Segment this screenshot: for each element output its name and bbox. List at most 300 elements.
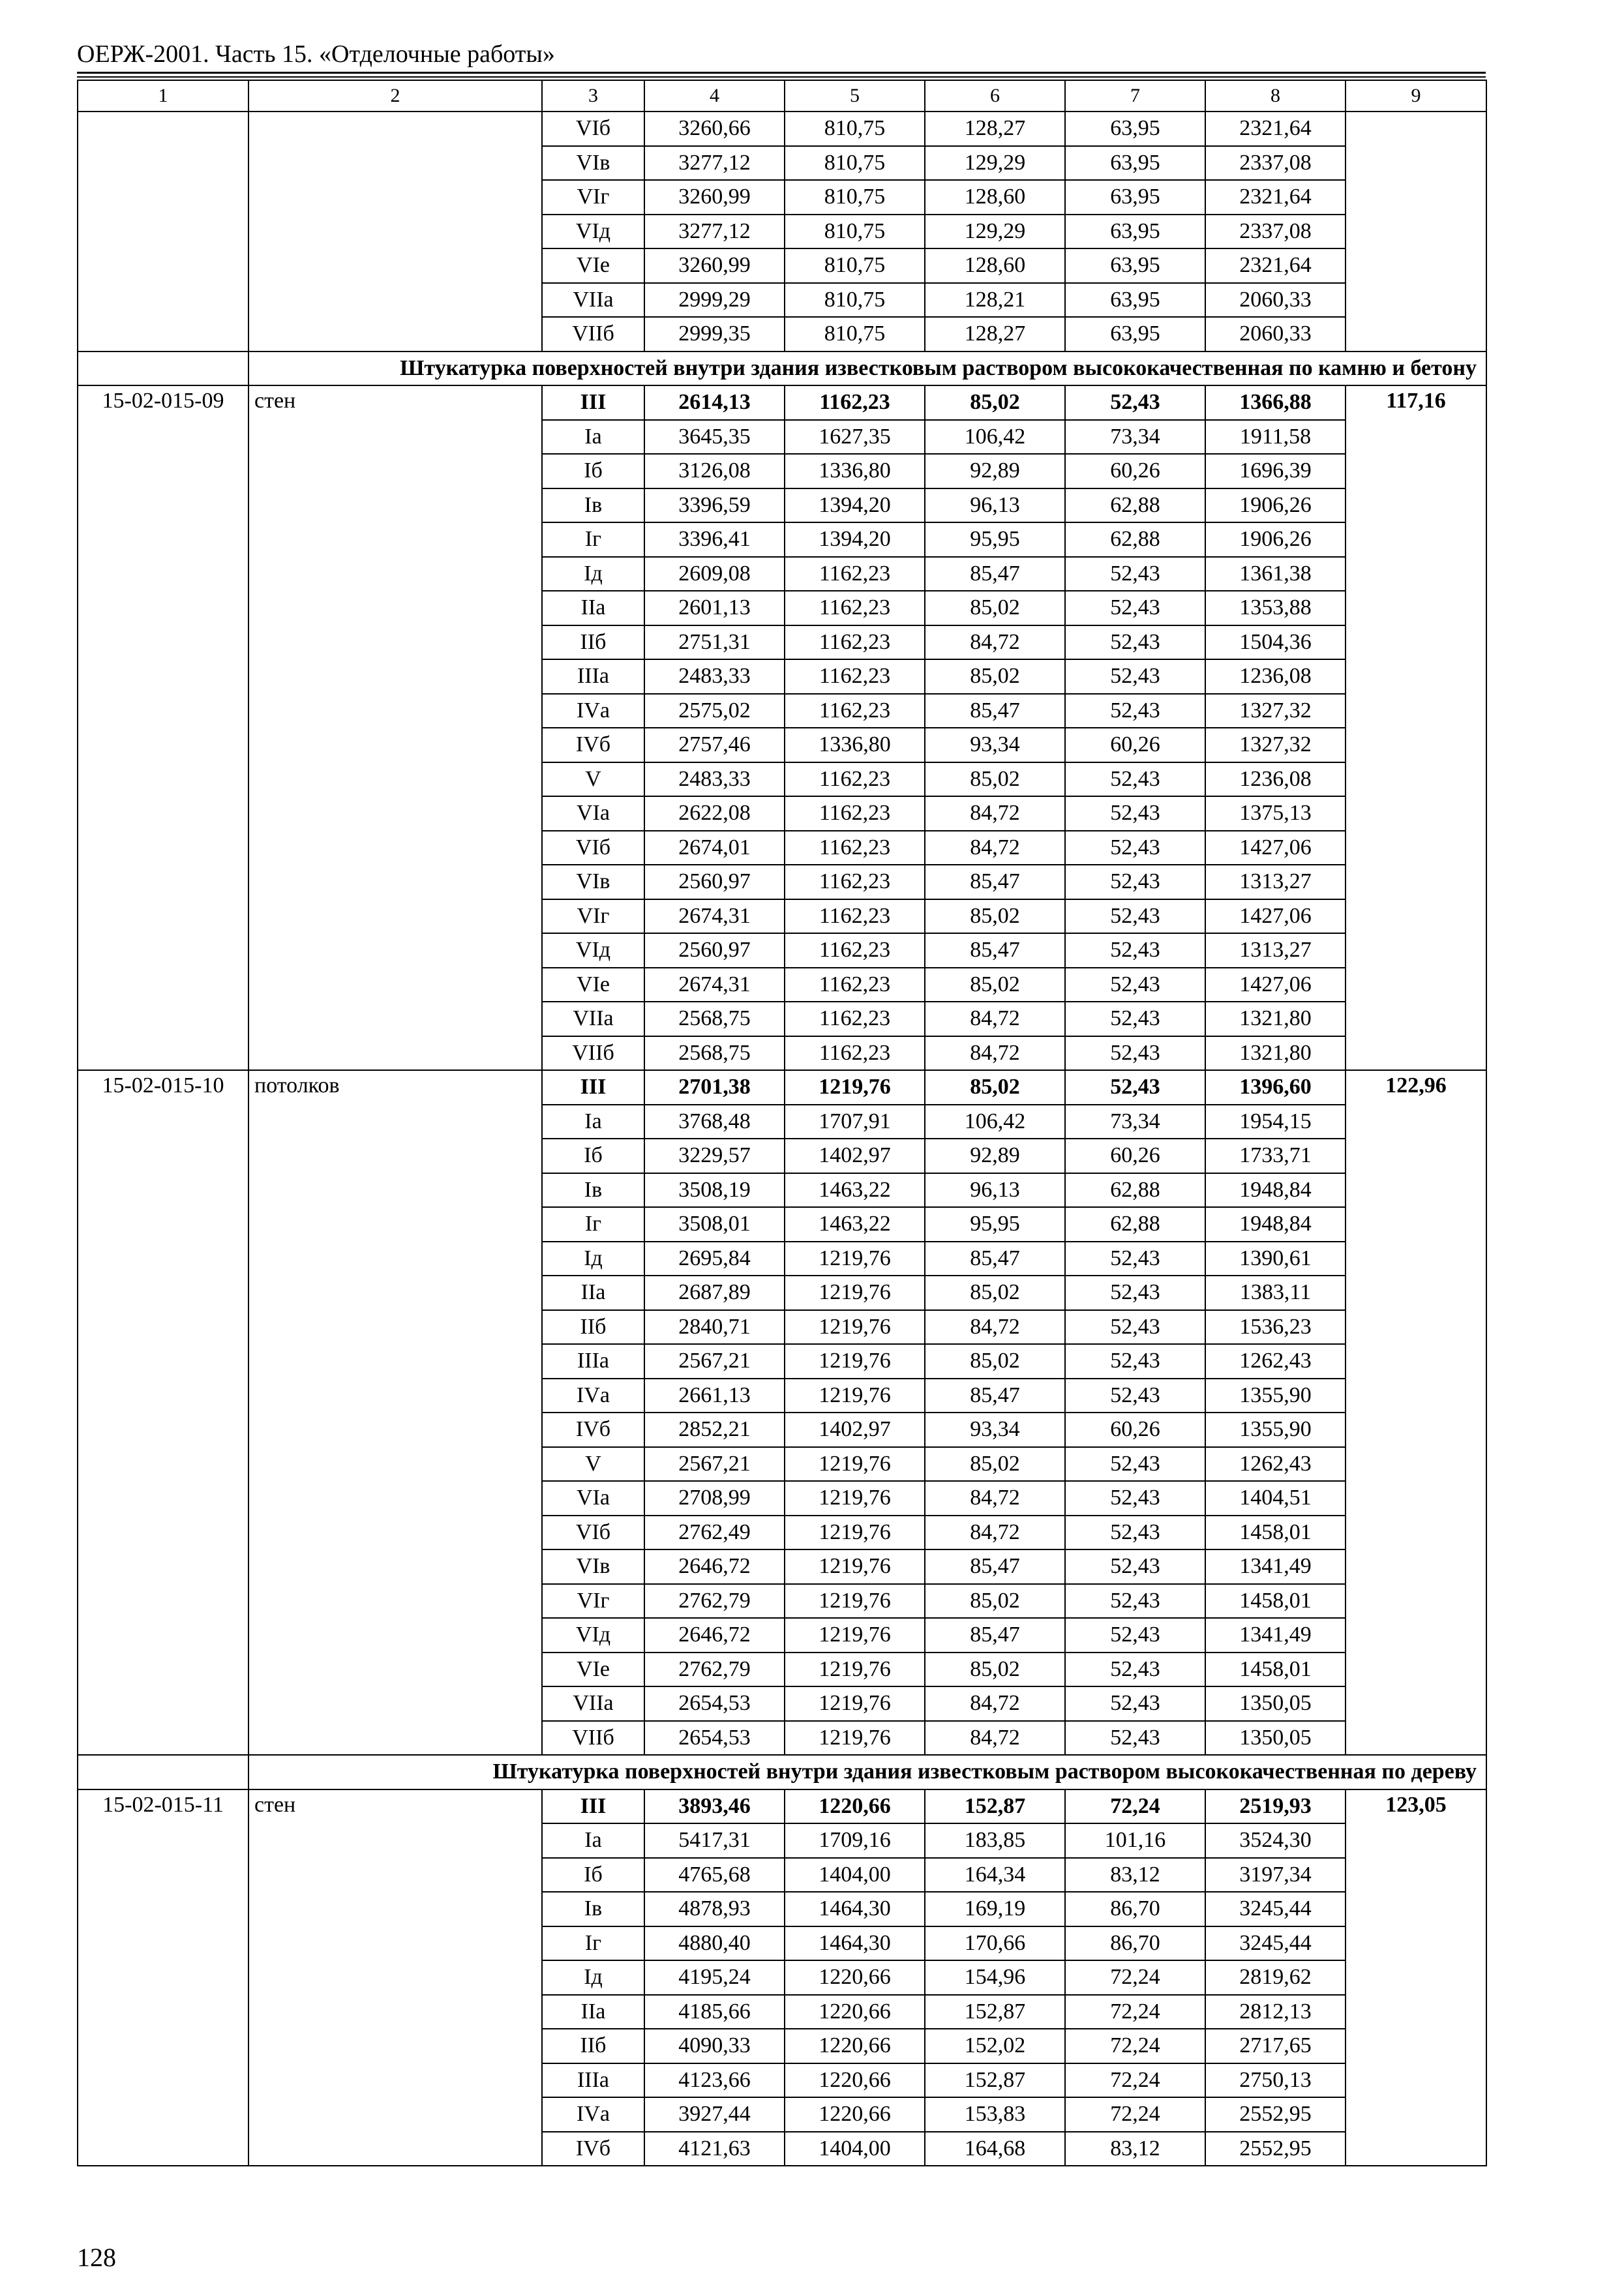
value-cell: 128,27 [925, 317, 1065, 352]
value-cell: 1219,76 [785, 1447, 925, 1482]
value-cell: 2321,64 [1205, 180, 1346, 215]
value-cell: 1733,71 [1205, 1139, 1346, 1173]
value-cell: 85,47 [925, 1242, 1065, 1276]
value-cell: 128,27 [925, 112, 1065, 146]
value-cell: 62,88 [1065, 1207, 1205, 1242]
value-cell: 62,88 [1065, 522, 1205, 557]
value-cell: 52,43 [1065, 899, 1205, 934]
value-cell: 1696,39 [1205, 454, 1346, 488]
value-cell: 2567,21 [644, 1447, 785, 1482]
value-cell: 72,24 [1065, 2029, 1205, 2063]
value-cell: 1219,76 [785, 1584, 925, 1619]
value-cell: 2321,64 [1205, 248, 1346, 283]
value-cell: 84,72 [925, 1036, 1065, 1071]
zone-cell: VIIа [542, 1002, 644, 1036]
value-cell: 52,43 [1065, 385, 1205, 420]
value-cell: 164,34 [925, 1858, 1065, 1893]
zone-cell: VIа [542, 796, 644, 831]
value-cell: 72,24 [1065, 2097, 1205, 2132]
value-cell: 1390,61 [1205, 1242, 1346, 1276]
value-cell: 2762,79 [644, 1653, 785, 1687]
value-cell: 1219,76 [785, 1276, 925, 1310]
zone-cell: III [542, 1789, 644, 1824]
section-empty-cell [78, 352, 248, 386]
value-cell: 1402,97 [785, 1139, 925, 1173]
value-cell: 63,95 [1065, 112, 1205, 146]
value-cell: 84,72 [925, 831, 1065, 865]
value-cell: 1402,97 [785, 1413, 925, 1447]
value-cell: 3245,44 [1205, 1926, 1346, 1961]
rate-code-cell: 15-02-015-10 [78, 1070, 248, 1755]
value-cell: 3396,59 [644, 488, 785, 523]
value-cell: 1536,23 [1205, 1310, 1346, 1345]
value-cell: 2060,33 [1205, 317, 1346, 352]
value-cell: 1162,23 [785, 968, 925, 1002]
work-name-cell: стен [248, 1789, 542, 2166]
value-cell: 154,96 [925, 1960, 1065, 1995]
value-cell: 85,47 [925, 1618, 1065, 1653]
value-cell: 60,26 [1065, 1413, 1205, 1447]
value-cell: 84,72 [925, 1721, 1065, 1756]
value-cell: 85,02 [925, 968, 1065, 1002]
value-cell: 183,85 [925, 1823, 1065, 1858]
value-cell: 2819,62 [1205, 1960, 1346, 1995]
value-cell: 1220,66 [785, 1789, 925, 1824]
value-cell: 73,34 [1065, 1105, 1205, 1139]
value-cell: 2999,29 [644, 283, 785, 318]
value-cell: 1948,84 [1205, 1207, 1346, 1242]
value-cell: 3229,57 [644, 1139, 785, 1173]
value-cell: 52,43 [1065, 1584, 1205, 1619]
value-cell: 52,43 [1065, 1721, 1205, 1756]
table-row [78, 112, 1486, 146]
value-cell: 810,75 [785, 112, 925, 146]
value-cell: 1220,66 [785, 2063, 925, 2098]
value-cell: 1219,76 [785, 1070, 925, 1105]
table-row [78, 1070, 1486, 1105]
value-cell: 128,60 [925, 248, 1065, 283]
value-cell: 52,43 [1065, 1516, 1205, 1550]
value-cell: 60,26 [1065, 1139, 1205, 1173]
value-cell: 52,43 [1065, 1653, 1205, 1687]
zone-cell: IVб [542, 1413, 644, 1447]
value-cell: 85,02 [925, 659, 1065, 694]
column-number-cell: 7 [1065, 80, 1205, 112]
value-cell: 3508,19 [644, 1173, 785, 1208]
zone-cell: Iв [542, 488, 644, 523]
value-cell: 95,95 [925, 1207, 1065, 1242]
value-cell: 85,02 [925, 591, 1065, 625]
value-cell: 2654,53 [644, 1686, 785, 1721]
value-cell: 2609,08 [644, 557, 785, 591]
value-cell: 85,47 [925, 1549, 1065, 1584]
zone-cell: Iг [542, 1926, 644, 1961]
value-cell: 1355,90 [1205, 1379, 1346, 1413]
value-cell: 85,02 [925, 1584, 1065, 1619]
value-cell: 2601,13 [644, 591, 785, 625]
section-empty-cell [78, 1755, 248, 1789]
value-cell: 84,72 [925, 1481, 1065, 1516]
value-cell: 3768,48 [644, 1105, 785, 1139]
value-cell: 85,47 [925, 933, 1065, 968]
zone-cell: Iг [542, 1207, 644, 1242]
value-cell: 1219,76 [785, 1549, 925, 1584]
value-cell: 60,26 [1065, 454, 1205, 488]
section-title: Штукатурка поверхностей внутри здания известковым раствором высококачественная по камню и бетону [248, 352, 1486, 386]
value-cell: 1404,00 [785, 2132, 925, 2166]
column-number-cell: 1 [78, 80, 248, 112]
zone-cell: IIб [542, 2029, 644, 2063]
zone-cell: V [542, 762, 644, 797]
value-cell: 72,24 [1065, 2063, 1205, 2098]
value-cell: 1220,66 [785, 2029, 925, 2063]
value-cell: 84,72 [925, 796, 1065, 831]
value-cell: 2840,71 [644, 1310, 785, 1345]
value-cell: 52,43 [1065, 1618, 1205, 1653]
value-cell: 152,02 [925, 2029, 1065, 2063]
value-cell: 93,34 [925, 1413, 1065, 1447]
labor-cost-cell: 122,96 [1346, 1070, 1486, 1755]
value-cell: 810,75 [785, 283, 925, 318]
value-cell: 1458,01 [1205, 1516, 1346, 1550]
value-cell: 85,02 [925, 762, 1065, 797]
value-cell: 153,83 [925, 2097, 1065, 2132]
value-cell: 1361,38 [1205, 557, 1346, 591]
value-cell: 810,75 [785, 215, 925, 249]
zone-cell: III [542, 1070, 644, 1105]
value-cell: 52,43 [1065, 933, 1205, 968]
value-cell: 1219,76 [785, 1516, 925, 1550]
value-cell: 3260,99 [644, 248, 785, 283]
value-cell: 2701,38 [644, 1070, 785, 1105]
rate-code-cell: 15-02-015-09 [78, 385, 248, 1070]
zone-cell: Iд [542, 1960, 644, 1995]
zone-cell: VIг [542, 180, 644, 215]
value-cell: 152,87 [925, 1995, 1065, 2029]
zone-cell: IVа [542, 1379, 644, 1413]
column-number-cell: 3 [542, 80, 644, 112]
zone-cell: Iд [542, 1242, 644, 1276]
zone-cell: VIб [542, 1516, 644, 1550]
value-cell: 3893,46 [644, 1789, 785, 1824]
value-cell: 3126,08 [644, 454, 785, 488]
value-cell: 3245,44 [1205, 1892, 1346, 1926]
value-cell: 63,95 [1065, 215, 1205, 249]
zone-cell: IVа [542, 2097, 644, 2132]
value-cell: 3645,35 [644, 420, 785, 455]
value-cell: 810,75 [785, 146, 925, 181]
value-cell: 128,21 [925, 283, 1065, 318]
value-cell: 63,95 [1065, 248, 1205, 283]
value-cell: 1464,30 [785, 1892, 925, 1926]
value-cell: 2674,31 [644, 968, 785, 1002]
value-cell: 84,72 [925, 1516, 1065, 1550]
zone-cell: Iд [542, 557, 644, 591]
value-cell: 62,88 [1065, 488, 1205, 523]
value-cell: 4880,40 [644, 1926, 785, 1961]
value-cell: 1219,76 [785, 1618, 925, 1653]
value-cell: 62,88 [1065, 1173, 1205, 1208]
value-cell: 52,43 [1065, 1549, 1205, 1584]
zone-cell: VIIб [542, 1036, 644, 1071]
value-cell: 1162,23 [785, 694, 925, 728]
value-cell: 1162,23 [785, 1036, 925, 1071]
labor-cost-cell: 123,05 [1346, 1789, 1486, 2166]
value-cell: 2708,99 [644, 1481, 785, 1516]
value-cell: 129,29 [925, 215, 1065, 249]
value-cell: 86,70 [1065, 1892, 1205, 1926]
zone-cell: Iв [542, 1173, 644, 1208]
table-row [78, 385, 1486, 420]
value-cell: 85,02 [925, 1344, 1065, 1379]
value-cell: 1350,05 [1205, 1686, 1346, 1721]
value-cell: 2622,08 [644, 796, 785, 831]
value-cell: 93,34 [925, 728, 1065, 762]
zone-cell: IIб [542, 1310, 644, 1345]
work-name-cell: потолков [248, 1070, 542, 1755]
zone-cell: VIд [542, 215, 644, 249]
value-cell: 52,43 [1065, 659, 1205, 694]
value-cell: 2646,72 [644, 1618, 785, 1653]
value-cell: 170,66 [925, 1926, 1065, 1961]
value-cell: 92,89 [925, 1139, 1065, 1173]
value-cell: 1219,76 [785, 1379, 925, 1413]
value-cell: 3396,41 [644, 522, 785, 557]
value-cell: 2483,33 [644, 762, 785, 797]
value-cell: 92,89 [925, 454, 1065, 488]
value-cell: 96,13 [925, 1173, 1065, 1208]
value-cell: 2337,08 [1205, 146, 1346, 181]
value-cell: 1327,32 [1205, 728, 1346, 762]
value-cell: 1220,66 [785, 1995, 925, 2029]
zone-cell: VIIб [542, 1721, 644, 1756]
zone-cell: VIг [542, 1584, 644, 1619]
zone-cell: VIг [542, 899, 644, 934]
value-cell: 164,68 [925, 2132, 1065, 2166]
value-cell: 84,72 [925, 1310, 1065, 1345]
value-cell: 1321,80 [1205, 1002, 1346, 1036]
zone-cell: VIб [542, 112, 644, 146]
value-cell: 52,43 [1065, 1344, 1205, 1379]
zone-cell: IIIа [542, 2063, 644, 2098]
value-cell: 2674,31 [644, 899, 785, 934]
value-cell: 52,43 [1065, 557, 1205, 591]
value-cell: 60,26 [1065, 728, 1205, 762]
value-cell: 1219,76 [785, 1653, 925, 1687]
column-number-cell: 4 [644, 80, 785, 112]
value-cell: 2575,02 [644, 694, 785, 728]
value-cell: 85,47 [925, 694, 1065, 728]
value-cell: 1394,20 [785, 522, 925, 557]
value-cell: 52,43 [1065, 1379, 1205, 1413]
value-cell: 1236,08 [1205, 762, 1346, 797]
value-cell: 1220,66 [785, 2097, 925, 2132]
value-cell: 52,43 [1065, 1686, 1205, 1721]
page-number: 128 [77, 2243, 116, 2272]
zone-cell: Iа [542, 1105, 644, 1139]
header-rule-thin [77, 76, 1486, 78]
value-cell: 810,75 [785, 180, 925, 215]
value-cell: 1427,06 [1205, 831, 1346, 865]
value-cell: 1336,80 [785, 728, 925, 762]
value-cell: 101,16 [1065, 1823, 1205, 1858]
value-cell: 1375,13 [1205, 796, 1346, 831]
value-cell: 1707,91 [785, 1105, 925, 1139]
zone-cell: Iб [542, 1858, 644, 1893]
value-cell: 3277,12 [644, 146, 785, 181]
zone-cell: VIIа [542, 283, 644, 318]
value-cell: 52,43 [1065, 831, 1205, 865]
zone-cell: VIа [542, 1481, 644, 1516]
value-cell: 85,02 [925, 899, 1065, 934]
value-cell: 1219,76 [785, 1721, 925, 1756]
value-cell: 1162,23 [785, 865, 925, 899]
value-cell: 2751,31 [644, 625, 785, 660]
value-cell: 1427,06 [1205, 899, 1346, 934]
value-cell: 1162,23 [785, 831, 925, 865]
zone-cell: V [542, 1447, 644, 1482]
zone-cell: Iв [542, 1892, 644, 1926]
value-cell: 3927,44 [644, 2097, 785, 2132]
zone-cell: VIв [542, 146, 644, 181]
value-cell: 1458,01 [1205, 1584, 1346, 1619]
value-cell: 3260,99 [644, 180, 785, 215]
value-cell: 52,43 [1065, 1481, 1205, 1516]
value-cell: 2567,21 [644, 1344, 785, 1379]
value-cell: 63,95 [1065, 180, 1205, 215]
value-cell: 1313,27 [1205, 933, 1346, 968]
value-cell: 2519,93 [1205, 1789, 1346, 1824]
value-cell: 1404,51 [1205, 1481, 1346, 1516]
section-row [78, 352, 1486, 386]
value-cell: 1313,27 [1205, 865, 1346, 899]
value-cell: 52,43 [1065, 1002, 1205, 1036]
value-cell: 85,02 [925, 1276, 1065, 1310]
value-cell: 1162,23 [785, 591, 925, 625]
value-cell: 52,43 [1065, 694, 1205, 728]
zone-cell: VIе [542, 1653, 644, 1687]
value-cell: 52,43 [1065, 865, 1205, 899]
zone-cell: IVа [542, 694, 644, 728]
zone-cell: Iг [542, 522, 644, 557]
work-name-cell: стен [248, 385, 542, 1070]
column-number-cell: 9 [1346, 80, 1486, 112]
document-header: ОЕРЖ-2001. Часть 15. «Отделочные работы» [77, 40, 555, 68]
value-cell: 1954,15 [1205, 1105, 1346, 1139]
value-cell: 2614,13 [644, 385, 785, 420]
zone-cell: Iб [542, 454, 644, 488]
value-cell: 1162,23 [785, 659, 925, 694]
value-cell: 1355,90 [1205, 1413, 1346, 1447]
value-cell: 1219,76 [785, 1344, 925, 1379]
work-name-cell [248, 112, 542, 352]
value-cell: 1162,23 [785, 796, 925, 831]
value-cell: 1911,58 [1205, 420, 1346, 455]
value-cell: 1709,16 [785, 1823, 925, 1858]
value-cell: 3277,12 [644, 215, 785, 249]
value-cell: 2552,95 [1205, 2132, 1346, 2166]
value-cell: 85,02 [925, 1070, 1065, 1105]
value-cell: 152,87 [925, 1789, 1065, 1824]
value-cell: 1427,06 [1205, 968, 1346, 1002]
column-number-cell: 6 [925, 80, 1065, 112]
value-cell: 2483,33 [644, 659, 785, 694]
value-cell: 129,29 [925, 146, 1065, 181]
value-cell: 85,02 [925, 385, 1065, 420]
value-cell: 106,42 [925, 420, 1065, 455]
value-cell: 83,12 [1065, 1858, 1205, 1893]
value-cell: 2568,75 [644, 1002, 785, 1036]
value-cell: 1219,76 [785, 1310, 925, 1345]
value-cell: 2060,33 [1205, 283, 1346, 318]
value-cell: 96,13 [925, 488, 1065, 523]
zone-cell: IIа [542, 1276, 644, 1310]
value-cell: 1162,23 [785, 933, 925, 968]
value-cell: 1464,30 [785, 1926, 925, 1961]
value-cell: 52,43 [1065, 1276, 1205, 1310]
value-cell: 72,24 [1065, 1995, 1205, 2029]
value-cell: 1262,43 [1205, 1447, 1346, 1482]
value-cell: 1458,01 [1205, 1653, 1346, 1687]
value-cell: 3524,30 [1205, 1823, 1346, 1858]
value-cell: 1219,76 [785, 1481, 925, 1516]
value-cell: 3508,01 [644, 1207, 785, 1242]
value-cell: 63,95 [1065, 317, 1205, 352]
value-cell: 63,95 [1065, 146, 1205, 181]
zone-cell: Iа [542, 1823, 644, 1858]
value-cell: 52,43 [1065, 968, 1205, 1002]
value-cell: 1219,76 [785, 1242, 925, 1276]
zone-cell: VIе [542, 248, 644, 283]
rate-code-cell: 15-02-015-11 [78, 1789, 248, 2166]
value-cell: 1341,49 [1205, 1549, 1346, 1584]
value-cell: 1336,80 [785, 454, 925, 488]
zone-cell: IIIа [542, 1344, 644, 1379]
value-cell: 4195,24 [644, 1960, 785, 1995]
table-body [78, 80, 1486, 2166]
value-cell: 2812,13 [1205, 1995, 1346, 2029]
value-cell: 5417,31 [644, 1823, 785, 1858]
value-cell: 1504,36 [1205, 625, 1346, 660]
value-cell: 2337,08 [1205, 215, 1346, 249]
labor-cost-cell [1346, 112, 1486, 352]
value-cell: 1463,22 [785, 1207, 925, 1242]
value-cell: 2654,53 [644, 1721, 785, 1756]
value-cell: 1948,84 [1205, 1173, 1346, 1208]
column-number-cell: 2 [248, 80, 542, 112]
zone-cell: IIа [542, 1995, 644, 2029]
zone-cell: Iа [542, 420, 644, 455]
value-cell: 4878,93 [644, 1892, 785, 1926]
value-cell: 1394,20 [785, 488, 925, 523]
value-cell: 2852,21 [644, 1413, 785, 1447]
value-cell: 2321,64 [1205, 112, 1346, 146]
value-cell: 1353,88 [1205, 591, 1346, 625]
value-cell: 1396,60 [1205, 1070, 1346, 1105]
value-cell: 52,43 [1065, 762, 1205, 797]
value-cell: 1341,49 [1205, 1618, 1346, 1653]
value-cell: 4123,66 [644, 2063, 785, 2098]
table-row [78, 1789, 1486, 1824]
value-cell: 2661,13 [644, 1379, 785, 1413]
zone-cell: IIб [542, 625, 644, 660]
value-cell: 1220,66 [785, 1960, 925, 1995]
value-cell: 4090,33 [644, 2029, 785, 2063]
value-cell: 52,43 [1065, 1242, 1205, 1276]
value-cell: 2687,89 [644, 1276, 785, 1310]
value-cell: 2695,84 [644, 1242, 785, 1276]
zone-cell: VIIб [542, 317, 644, 352]
